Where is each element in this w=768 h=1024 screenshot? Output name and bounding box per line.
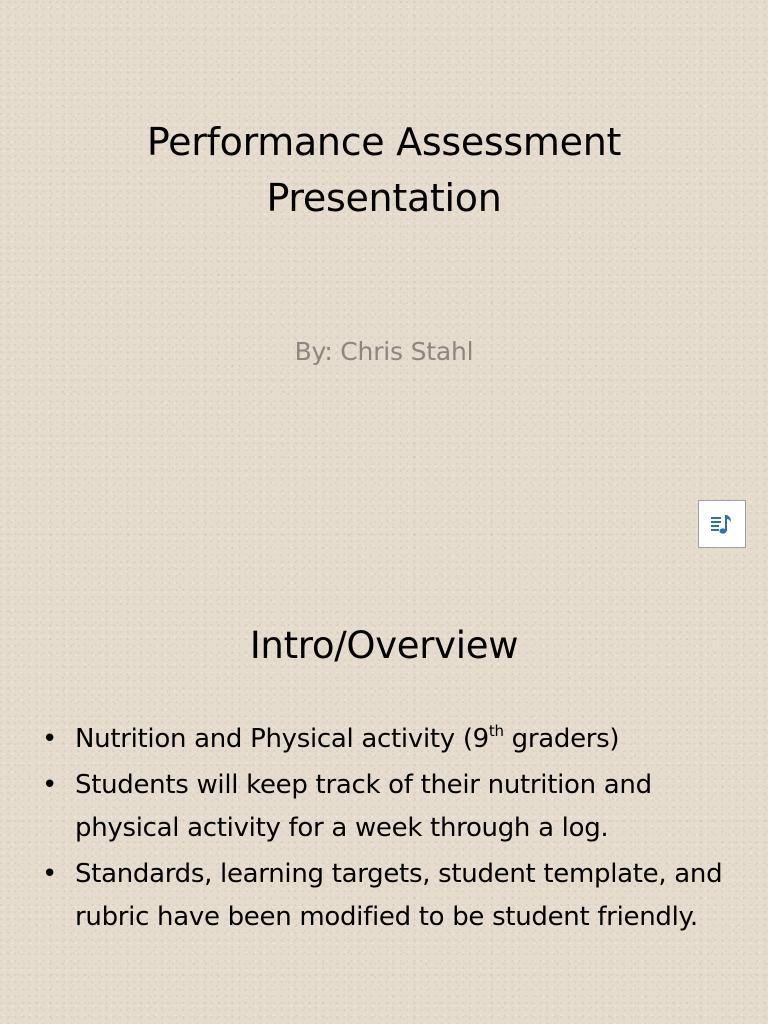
bullet-marker: • [42,859,58,889]
bullet-text: Nutrition and Physical activity (9 [75,724,489,754]
title-line-1: Performance Assessment [146,120,622,164]
slide-title [0,114,768,226]
bullet-text-continued: graders) [503,724,620,754]
bullet-list [40,718,730,942]
list-item [40,718,730,761]
bullet-text: Students will keep track of their nutrition and physical activity for a week through a log. [75,770,652,843]
list-item [40,853,730,939]
section-heading: Intro/Overview [249,624,519,667]
audio-note-icon [709,511,735,537]
bullet-text: Standards, learning targets, student template, and rubric have been modified to be student friendly. [75,859,723,932]
ordinal-superscript: th [488,722,504,740]
bullet-marker: • [42,770,58,800]
overview-slide [0,576,768,1024]
bullet-marker: • [42,724,58,754]
audio-button[interactable] [698,500,746,548]
title-line-2: Presentation [266,176,502,220]
list-item [40,764,730,850]
author-subtitle: By: Chris Stahl [294,337,474,366]
